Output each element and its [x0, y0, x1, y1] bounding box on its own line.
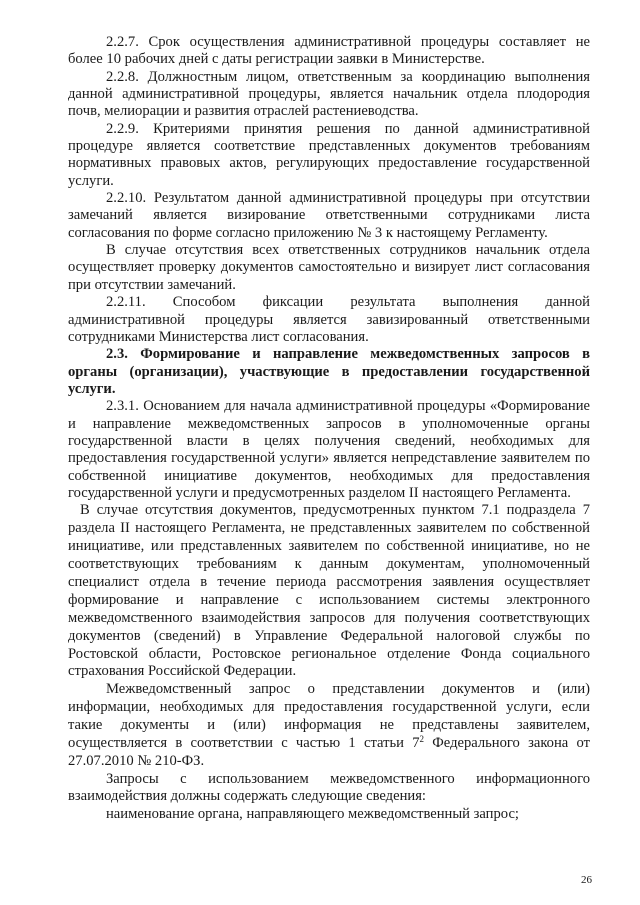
- paragraph-2-3-1: 2.3.1. Основанием для начала административной процедуры «Формирование и направление межведомственных запросов в уполномоченные органы государственной власти в целях получения сведений, необходимых для предоставления государственной услуги» является непредставление заявителем по собственной инициативе документов, необходимых для предоставления государственной услуги и предусмотренных разделом II настоящего Регламента.: [68, 398, 590, 501]
- interagency-request-text: Межведомственный запрос о представлении документов и (или) информации, необходимых для предоставления государственной услуги, если такие документы и (или) информация не представлены заявителем, осуществляется в соответствии с частью 1 статьи 7: [68, 681, 590, 752]
- paragraph-absence-of-staff: В случае отсутствия всех ответственных сотрудников начальник отдела осуществляет проверку документов самостоятельно и визирует лист согласования при отсутствии замечаний.: [68, 242, 590, 293]
- list-item-authority-name: наименование органа, направляющего межведомственный запрос;: [106, 805, 519, 822]
- article-superscript: 2: [419, 734, 424, 745]
- document-page: [68, 34, 590, 823]
- page-number: 26: [581, 874, 592, 886]
- paragraph-2-2-7: 2.2.7. Срок осуществления административной процедуры составляет не более 10 рабочих дней с даты регистрации заявки в Министерстве.: [68, 34, 590, 68]
- paragraph-2-2-9: 2.2.9. Критериями принятия решения по данной административной процедуре является соответствие представленных документов требованиям нормативных правовых актов, регулирующих предоставление государственной услуги.: [68, 120, 590, 189]
- paragraph-interagency-request: [68, 681, 590, 771]
- paragraph-requests-content: Запросы с использованием межведомственного информационного взаимодействия должны содержать следующие сведения:: [68, 770, 590, 805]
- paragraph-missing-documents: В случае отсутствия документов, предусмотренных пунктом 7.1 подраздела 7 раздела II настоящего Регламента, не представленных заявителем по собственной инициативе, или представленных заявителем по собственной инициативе, но не соответствующих требованиям к данным документам, уполномоченный специалист отдела в течение периода рассмотрения заявления осуществляет формирование и направление с использованием системы электронного межведомственного взаимодействия запросов для получения соответствующих документов (сведений) в Управление Федеральной налоговой службы по Ростовской области, Ростовское региональное отделение Фонда социального страхования Российской Федерации.: [68, 502, 590, 680]
- paragraph-2-2-8: 2.2.8. Должностным лицом, ответственным за координацию выполнения данной административной процедуры, является начальник отдела плодородия почв, мелиорации и развития отраслей растениеводства.: [68, 68, 590, 120]
- section-heading-2-3: 2.3. Формирование и направление межведомственных запросов в органы (организации), участвующие в предоставлении государственной услуги.: [68, 346, 590, 397]
- paragraph-2-2-11: 2.2.11. Способом фиксации результата выполнения данной административной процедуры является завизированный ответственными сотрудниками Министерства лист согласования.: [68, 294, 590, 345]
- paragraph-2-2-10: 2.2.10. Результатом данной административной процедуры при отсутствии замечаний является визирование ответственными сотрудниками листа согласования по форме согласно приложению № 3 к настоящему Регламенту.: [68, 190, 590, 241]
- interagency-request-law: Федерального закона от 27.07.2010 № 210-ФЗ.: [68, 735, 591, 769]
